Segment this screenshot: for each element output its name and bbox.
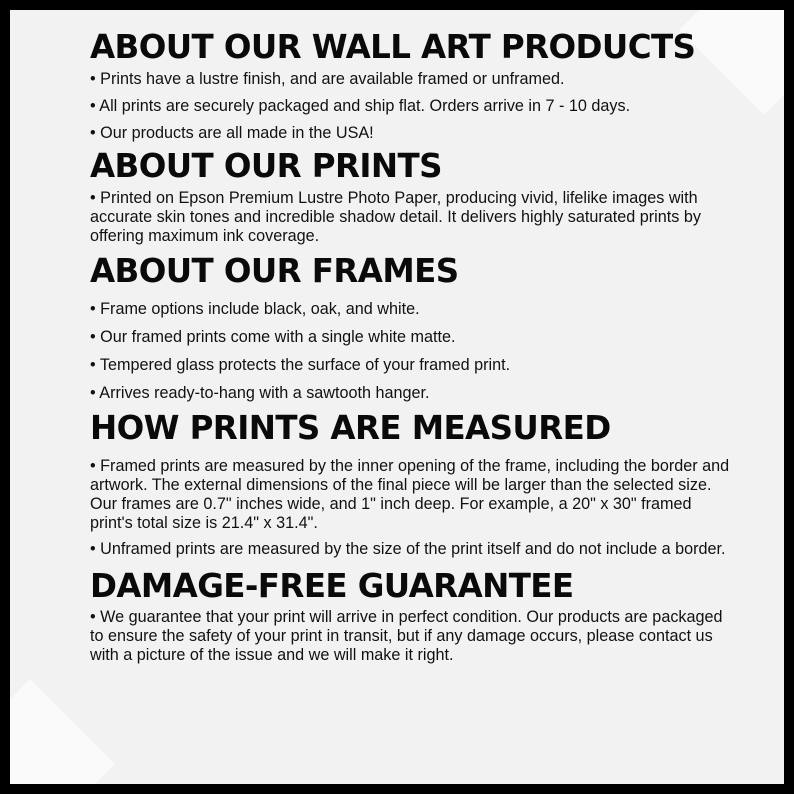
section-heading: HOW PRINTS ARE MEASURED — [90, 409, 611, 447]
bullet-item: • Frame options include black, oak, and white. — [90, 300, 420, 318]
bullet-item: • Printed on Epson Premium Lustre Photo Paper, producing vivid, lifelike images with accurate skin tones and incredible shadow detail. It delivers highly saturated prints by offering maximum ink coverage. — [90, 189, 701, 245]
bullet-item: • All prints are securely packaged and ship flat. Orders arrive in 7 - 10 days. — [90, 97, 631, 115]
bullet-item: • Our framed prints come with a single white matte. — [90, 328, 456, 346]
section-guarantee — [90, 567, 730, 665]
section-wall-art-products — [90, 28, 730, 143]
section-heading: ABOUT OUR WALL ART PRODUCTS — [90, 28, 696, 66]
bullet-item: • Unframed prints are measured by the size of the print itself and do not include a border. — [90, 540, 726, 558]
section-frames — [90, 252, 730, 403]
bullet-item: • Prints have a lustre finish, and are available framed or unframed. — [90, 70, 565, 88]
bullet-item: • Framed prints are measured by the inner opening of the frame, including the border and artwork. The external dimensions of the final piece will be larger than the selected size. Our frames are 0.7" inches wide, and 1" inch deep. For example, a 20" x 30" framed print's total size is 21.4" x 31.4". — [90, 457, 730, 532]
bullet-item: • Tempered glass protects the surface of your framed print. — [90, 356, 511, 374]
section-heading: DAMAGE-FREE GUARANTEE — [90, 567, 574, 605]
bullet-item: • We guarantee that your print will arrive in perfect condition. Our products are packaged to ensure the safety of your print in transit, but if any damage occurs, please contact us with a picture of the issue and we will make it right. — [90, 608, 723, 664]
section-prints — [90, 147, 730, 246]
section-measurement — [90, 409, 730, 559]
section-heading: ABOUT OUR PRINTS — [90, 147, 442, 185]
corner-decoration — [10, 679, 115, 784]
bullet-item: • Our products are all made in the USA! — [90, 124, 374, 142]
bullet-item: • Arrives ready-to-hang with a sawtooth hanger. — [90, 384, 430, 402]
section-heading: ABOUT OUR FRAMES — [90, 252, 459, 290]
info-panel — [10, 10, 784, 784]
content — [90, 28, 730, 665]
